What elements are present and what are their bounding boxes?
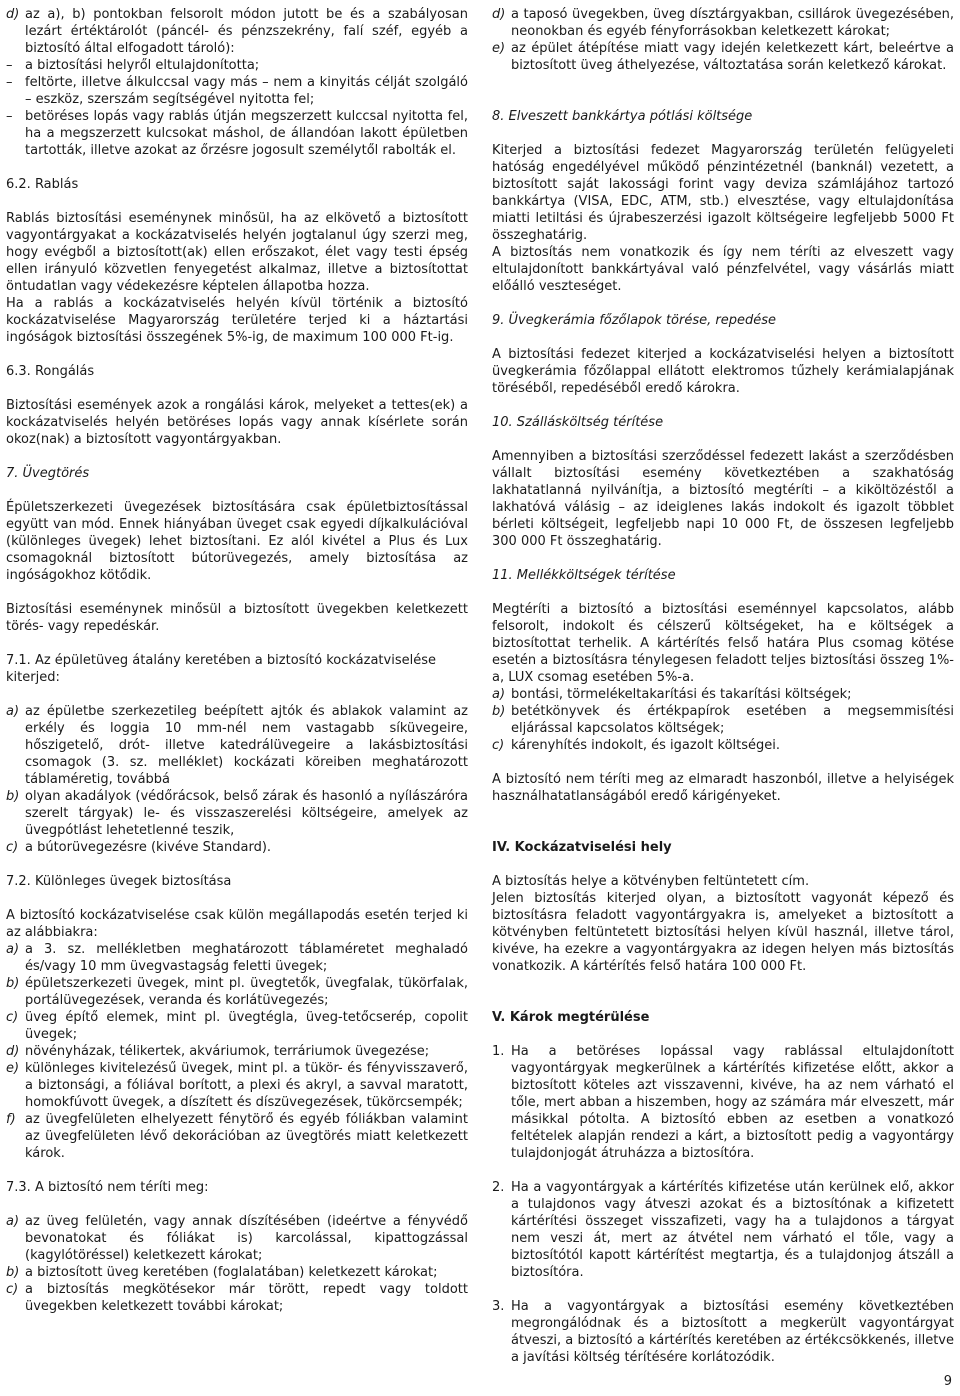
list-item [492,737,954,754]
list-item [492,686,954,703]
paragraph: A biztosító kockázatviselése csak külön megállapodás esetén terjed ki az alábbiakra: [6,908,468,940]
paragraph: Amennyiben a biztosítási szerződéssel fedezett lakást a szerződésben vállalt biztosítási esemény következtében a szakhatóság lakhatatlanná nyilvánítja, a biztosító megtéríti – a kiköltözéstől a lakhatóvá válásig – az ideiglenes lakás indokolt és igazolt többlet bérleti költségeit, legfeljebb napi 10 000 Ft, de összesen legfeljebb 300 000 Ft összeghatárig. [492,449,954,549]
list-item-text: az üvegfelületen elhelyezett fénytörő és egyéb fóliákban valamint az üvegfelületen lévő dekorációban az üvegtörés miatt keletkezett károk. [25,1112,468,1161]
list-item-text: üveg építő elemek, mint pl. üvegtégla, üveg-tetőcserép, copolit üvegek; [25,1010,468,1042]
list-item [6,703,468,788]
dash-icon: – [6,58,13,73]
list-item-label: b) [492,704,506,719]
list-item [6,1281,468,1315]
list-item-label: f) [6,1112,16,1127]
list-item-text: Ha a betöréses lopással vagy rablással eltulajdonított vagyontárgyak megkerülnek a kártérítés kifizetése előtt, akkor a biztosított köteles azt visszavenni, kivéve, ha az nem várható el tőle, mert abban a hiszemben, hogy az számára már elveszett, már másikkal pótolta. A biztosító ebben az esetben a vonatkozó feltételek alapján rendezi a kárt, a biztosított pedig a vagyontárgy tulajdonjogát átruházza a biztosítóra. [511,1044,954,1161]
list-item [6,1043,468,1060]
list-item-label: c) [6,840,19,855]
dash-icon: – [6,109,13,124]
list-item-label: e) [6,1061,20,1076]
list-item [492,40,954,74]
list-item-label: c) [6,1010,19,1025]
list-7-3 [6,1213,468,1315]
list-item [6,1060,468,1111]
list-item-text: épületszerkezeti üvegek, mint pl. üvegtetők, üvegfalak, tükörfalak, portálüvegezések, veranda és korlátüvegezés; [25,976,468,1008]
list-item [6,788,468,839]
paragraph: Rablás biztosítási eseménynek minősül, ha az elkövető a biztosított vagyontárgyakat a kockázatviselés helyén jogtalanul úgy szerzi meg, hogy evégből a biztosított(ak) ellen erőszakot, élet vagy testi épség ellen irányuló közvetlen fenyegetést alkalmaz, illetve a biztosítottat öntudatlan vagy védekezésre képtelen állapotba hozza. [6,211,468,294]
paragraph: Megtéríti a biztosító a biztosítási eseménnyel kapcsolatos, alább felsorolt, indokolt és célszerű költségeket, ha e költségek a biztosítottat terhelik. A kártérítés felső határa Plus csomag kötése esetén a biztosításra ténylegesen feladott teljes biztosítási összeg 1%-a, LUX csomag esetében 5%-a. [492,602,954,685]
left-column [6,6,468,1315]
list-item [492,703,954,737]
list-item-label: 3. [492,1299,505,1314]
dash-item-text: a biztosítási helyről eltulajdonította; [25,58,260,73]
dash-item-text: feltörte, illetve álkulccsal vagy más – nem a kinyitás célját szolgáló – eszköz, szerszám segítségével nyitotta fel; [25,75,468,107]
paragraph: A biztosítási fedezet kiterjed a kockázatviselési helyen a biztosított üvegkerámia főzőlappal ellátott elektromos tűzhely kerámialapjának töréséből, repedéséből eredő károkra. [492,347,954,396]
list-11 [492,686,954,754]
section-heading-7-3: 7.3. A biztosító nem téríti meg: [6,1180,209,1195]
list-item-text: a taposó üvegekben, üveg dísztárgyakban, csillárok üvegezésében, neonokban és egyéb fényforrásokban keletkezett károkat; [511,7,954,39]
list-item-text: az épület átépítése miatt vagy idején keletkezett kárt, beleértve a biztosított üveg áthelyezése, változtatása során keletkező károkat. [511,41,954,73]
paragraph: A biztosítás nem vonatkozik és így nem téríti az elveszett vagy eltulajdonított bankkártyával való pénzfelvétel, vagy vásárlás miatt előálló veszteséget. [492,245,954,294]
section-heading-10: 10. Szállásköltség térítése [492,415,664,430]
page-number: 9 [943,1374,952,1389]
numbered-list-item [492,1043,954,1162]
list-item-label: e) [492,41,506,56]
list-item-text: bontási, törmelékeltakarítási és takarítási költségek; [511,687,852,702]
paragraph: Jelen biztosítás kiterjed olyan, a biztosított vagyonát képező és biztosításra feladott vagyontárgyakra is, amelyeket a biztosított a kötvényben feltüntetett biztosítási helyen kívül használ, illetve tárol, kivéve, ha ezekre a vagyontárgyakra az idegen helyen más biztosítás vonatkozik. A kártérítés felső határa 100 000 Ft. [492,891,954,974]
list-item [6,1009,468,1043]
list-7-2 [6,941,468,1162]
list-item [492,6,954,40]
dash-list-item [6,57,468,74]
list-item-text: olyan akadályok (védőrácsok, belső zárak és hasonló a nyílászáróra szerelt tárgyak) le- és visszaszerelési költségeire, amelyek az üvegpótlást lehetetlenné teszik, [25,789,468,838]
list-item [6,941,468,975]
numbered-list-item [492,1179,954,1281]
list-item [6,1213,468,1264]
section-heading-6-3: 6.3. Rongálás [6,364,95,379]
paragraph: Épületszerkezeti üvegezések biztosítására csak épületbiztosítással együtt van mód. Ennek hiányában üveget csak egyedi díjkalkulációval (különleges üvegek) lehet biztosítani. Ez alól kivétel a Plus és Lux csomagoknál biztosított bútorüvegezés, amely biztosítása az ingóságokhoz kötődik. [6,500,468,583]
list-item [6,1264,468,1281]
list-item [6,6,468,57]
list-item-text: az a), b) pontokban felsorolt módon jutott be és a szabályosan lezárt értéktárolót (páncél- és pénzszekrény, falí széf, egyéb a biztosító által elfogadott tároló): [25,7,468,56]
paragraph: Biztosítási események azok a rongálási károk, melyeket a tettes(ek) a kockázatviselés helyén betöréses lopás vagy annak kísérlete során okoz(nak) a biztosított vagyontárgyakban. [6,398,468,447]
list-item-label: b) [6,976,20,991]
dash-item-text: betöréses lopás vagy rablás útján megszerzett kulccsal nyitotta fel, ha a megszerzett kulcsokat máshol, de állandóan lakott épületben tartották, illetve azokat az őrzésre jogosult személytől rabolták el. [25,109,468,158]
section-heading-7-2: 7.2. Különleges üvegek biztosítása [6,874,232,889]
list-item-text: az üveg felületén, vagy annak díszítésében (ideértve a fényvédő bevonatokat és fóliákat is) karcolással, kipattogzással (kagylótöréssel) keletkezett károkat; [25,1214,468,1263]
list-item-label: a) [6,942,20,957]
list-item [6,1111,468,1162]
list-7-3-continued [492,6,954,74]
paragraph: Biztosítási eseménynek minősül a biztosított üvegekben keletkezett törés- vagy repedéskár. [6,602,468,634]
list-item-text: a biztosítás megkötésekor már törött, repedt vagy toldott üvegekben keletkezett további károkat; [25,1282,468,1314]
right-column [492,6,954,1383]
list-item-label: a) [492,687,506,702]
paragraph: A biztosítás helye a kötvényben feltüntetett cím. [492,874,810,889]
list-item-label: c) [492,738,505,753]
dash-icon: – [6,75,13,90]
paragraph: A biztosító nem téríti meg az elmaradt haszonból, illetve a helyiségek használhatatlanságából eredő kárigényeket. [492,772,954,804]
list-item-label: a) [6,1214,20,1229]
list-item-text: betétkönyvek és értékpapírok esetében a megsemmisítési eljárással kapcsolatos költségek; [511,704,954,736]
list-item-label: b) [6,789,20,804]
dash-list-item [6,108,468,159]
list-item-label: d) [6,1044,20,1059]
list-item-label: 2. [492,1180,505,1195]
list-item-label: c) [6,1282,19,1297]
list-item-label: d) [492,7,506,22]
section-heading-6-2: 6.2. Rablás [6,177,79,192]
dash-list-item [6,74,468,108]
paragraph: Kiterjed a biztosítási fedezet Magyarország területén felügyeleti hatóság engedélyével működő pénzintézetnél (banknál) vezetett, a biztosított saját lakossági forint vagy deviza számlájához tartozó bankkártya (VISA, EDC, ATM, stb.) elvesztése, vagy eltulajdonítása miatti letiltási és újrabeszerzési igazolt költségeire legfeljebb 5000 Ft összeghatárig. [492,143,954,243]
section-heading-7-1: 7.1. Az épületüveg átalány keretében a biztosító kockázatviselése kiterjed: [6,653,436,685]
list-item-label: a) [6,704,20,719]
list-item [6,975,468,1009]
list-item-text: különleges kivitelezésű üvegek, mint pl. a tükör- és fényvisszaverő, a biztonsági, a fóliával borított, a plexi és akryl, a savval maratott, homokfúvott üvegek, a díszített és díszüvegezések, tükörcsempék; [25,1061,468,1110]
list-7-1 [6,703,468,856]
list-item-label: 1. [492,1044,505,1059]
list-item-text: Ha a vagyontárgyak a kártérítés kifizetése után kerülnek elő, akkor a tulajdonos vagy átveszi azokat és a biztosítónak a kifizetett kártérítési összeget visszafizeti, vagy ha a tulajdonos a tárgyat nem veszi át, mert az átvétel nem várható el tőle, vagy a biztosítótól kapott kártérítést megtartja, és a tulajdonjog átszáll a biztosítóra. [511,1180,954,1280]
list-item-label: d) [6,7,20,22]
section-heading-7: 7. Üvegtörés [6,466,90,481]
section-heading-9: 9. Üvegkerámia főzőlapok törése, repedése [492,313,777,328]
section-heading-11: 11. Mellékköltségek térítése [492,568,676,583]
paragraph: Ha a rablás a kockázatviselés helyén kívül történik a biztosító kockázatviselése Magyarország területére terjed ki a háztartási ingóságok biztosítási összegének 5%-ig, de maximum 100 000 Ft-ig. [6,296,468,345]
section-heading-8: 8. Elveszett bankkártya pótlási költsége [492,109,753,124]
list-item-text: az épületbe szerkezetileg beépített ajtók és ablakok valamint az erkély és loggia 10 mm-nél nem vastagabb síküvegeire, hőszigetelő, drót- illetve katedrálüvegeire a lakásbiztosítási csomagok (3. sz. melléklet) kockázati köreiben meghatározott táblaméretig, továbbá [25,704,468,787]
list-item-text: Ha a vagyontárgyak a biztosítási esemény következtében megrongálódnak és a biztosított a megkerült vagyontárgyat átveszi, a biztosító a kártérítés keretében az értékcsökkenés, illetve a javítási költség térítésére korlátozódik. [511,1299,954,1365]
intro-section [6,6,468,159]
list-item-text: a bútorüvegezésre (kivéve Standard). [25,840,272,855]
list-item-text: növényházak, télikertek, akváriumok, terráriumok üvegezése; [25,1044,430,1059]
list-item-text: a 3. sz. mellékletben meghatározott táblaméretet meghaladó és/vagy 10 mm üvegvastagság feletti üvegek; [25,942,468,974]
section-heading-v: V. Károk megtérülése [492,1010,650,1025]
list-item-label: b) [6,1265,20,1280]
list-item [6,839,468,856]
list-item-text: kárenyhítés indokolt, és igazolt költségei. [511,738,781,753]
list-item-text: a biztosított üveg keretében (foglalatában) keletkezett károkat; [25,1265,438,1280]
numbered-list-item [492,1298,954,1366]
section-heading-iv: IV. Kockázatviselési hely [492,840,672,855]
